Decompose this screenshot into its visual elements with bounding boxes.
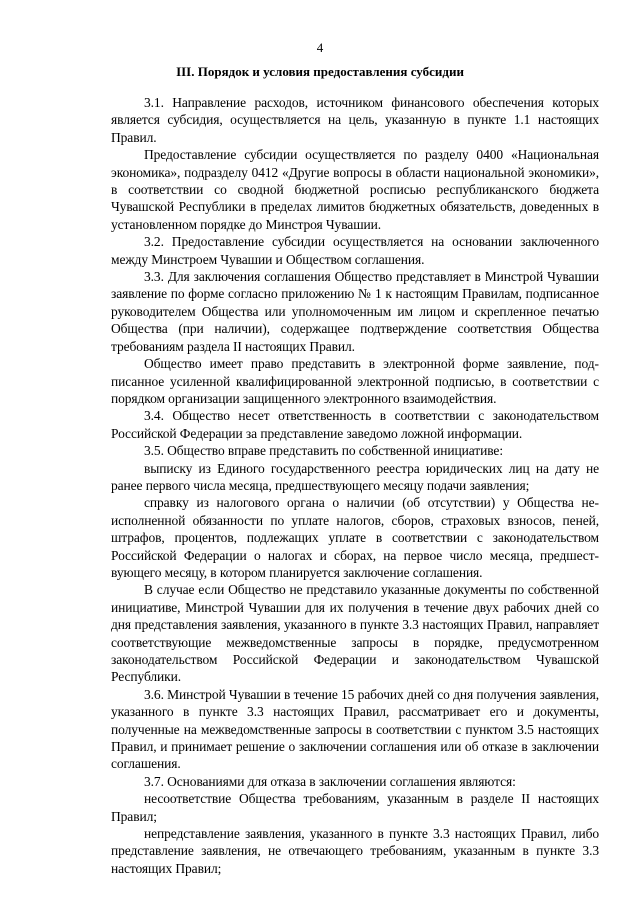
paragraph: 3.2. Предоставление субсидии осуществляется на основании заключенного между Минстроем Чувашии и Обществом соглашения. xyxy=(111,234,599,267)
section-heading: III. Порядок и условия предоставления субсидии xyxy=(176,64,464,79)
page-number: 4 xyxy=(316,40,324,55)
paragraph: 3.4. Общество несет ответственность в соответствии с законодательством Российской Федерации за представление заведомо ложной информации. xyxy=(111,408,599,441)
paragraph: В случае если Общество не представило указанные документы по собственной инициативе, Минстрой Чувашии для их получения в течение двух рабочих дней со дня представления заявления, указанного в пункте 3.3 настоящих Правил, направляет соответствующие межведомственные запросы в порядке, предусмотренном законодательством Российской Федерации и законодательством Чувашской Республики. xyxy=(111,582,599,685)
paragraph: несоответствие Общества требованиям, указанным в разделе II настоящих Правил; xyxy=(111,791,599,824)
document-body xyxy=(111,94,599,877)
paragraph: Предоставление субсидии осуществляется по разделу 0400 «Национальная экономика», подразделу 0412 «Другие вопросы в области национальной экономики», в соответствии со сводной бюджетной росписью республиканского бюджета Чувашской Республики в пределах лимитов бюджетных обязательств, доведенных в установленном порядке до Минстроя Чувашии. xyxy=(111,147,599,232)
paragraph: справку из налогового органа о наличии (об отсутствии) у Общества неисполненной обязанности по уплате налогов, сборов, страховых взносов, пеней, штрафов, процентов, подлежащих уплате в соответствии с законодательством Российской Федерации о налогах и сборах, на первое число месяца, предшествующего месяцу, в котором планируется заключение соглашения. xyxy=(111,495,599,580)
paragraph: 3.7. Основаниями для отказа в заключении соглашения являются: xyxy=(144,773,516,789)
paragraph: непредставление заявления, указанного в пункте 3.3 настоящих Правил, либо представление заявления, не отвечающего требованиям, указанным в пункте 3.3 настоящих Правил; xyxy=(111,826,599,876)
paragraph: Общество имеет право представить в электронной форме заявление, подписанное усиленной квалифицированной электронной подписью, в соответствии с порядком организации защищенного электронного взаимодействия. xyxy=(111,356,599,406)
paragraph: 3.1. Направление расходов, источником финансового обеспечения которых является субсидия, осуществляется на цель, указанную в пункте 1.1 настоящих Правил. xyxy=(111,95,599,145)
paragraph: выписку из Единого государственного реестра юридических лиц на дату не ранее первого числа месяца, предшествующего месяцу подачи заявления; xyxy=(111,460,599,493)
paragraph: 3.3. Для заключения соглашения Общество представляет в Минстрой Чувашии заявление по форме согласно приложению № 1 к настоящим Правилам, подписанное руководителем Общества или уполномоченным им лицом и скрепленное печатью Общества (при наличии), содержащее подтверждение соответствия Общества требованиям раздела II настоящих Правил. xyxy=(111,269,599,354)
paragraph: 3.5. Общество вправе представить по собственной инициативе: xyxy=(144,443,503,459)
paragraph: 3.6. Минстрой Чувашии в течение 15 рабочих дней со дня получения заявления, указанного в пункте 3.3 настоящих Правил, рассматривает его и документы, полученные на межведомственные запросы в соответствии с пунктом 3.5 настоящих Правил, и принимает решение о заключении соглашения или об отказе в заключении соглашения. xyxy=(111,686,599,772)
